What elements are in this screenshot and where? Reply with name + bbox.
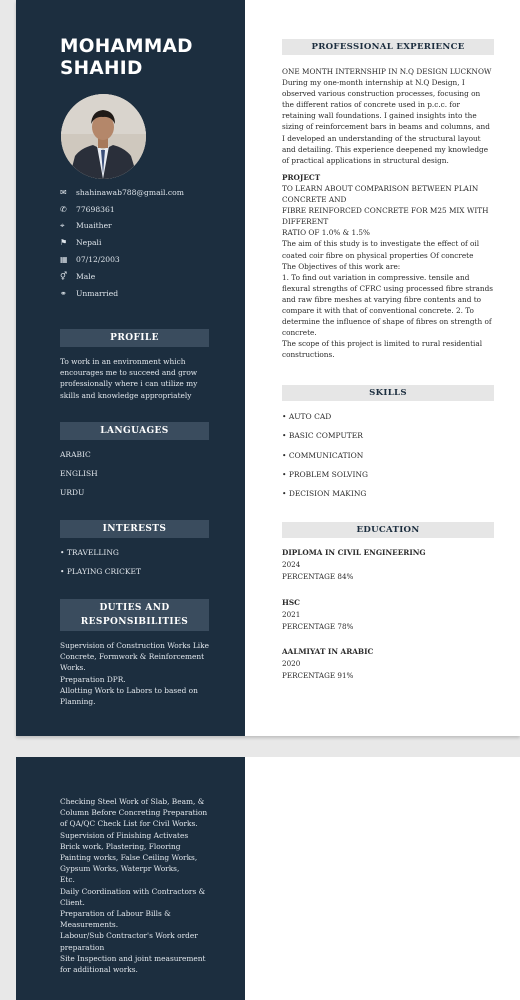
list-item: • DECISION MAKING xyxy=(282,489,367,499)
interests-list xyxy=(60,547,210,585)
languages-list xyxy=(60,449,210,507)
contact-birthdate: ▦ 07/12/2003 xyxy=(60,255,120,265)
gender-icon: ⚥ xyxy=(60,271,68,281)
list-item: URDU xyxy=(60,488,85,498)
contact-email[interactable]: ✉ shahinawab788@gmail.com xyxy=(60,187,184,197)
list-item: • PROBLEM SOLVING xyxy=(282,469,368,479)
location-icon: ⌖ xyxy=(60,220,65,230)
resume-page-1 xyxy=(16,0,520,736)
resume-page-2 xyxy=(16,757,520,1000)
contact-location: ⌖ Muaither xyxy=(60,220,112,231)
duties-text-page2: Checking Steel Work of Slab, Beam, & Column Before Concreting Preparation of QA/QC Check List for Civil Works. Supervision of Finishing Activates Brick work, Plastering, Flooring Painting works, False Ceiling Works, Gypsum Works, Waterpr Works, Etc. Daily Coordination with Contractors & Client. Preparation of Labour Bills & Measurements. Labour/Sub Contractor's Work order preparation Site Inspection and joint measurement for additional works. xyxy=(60,797,208,975)
contact-gender: ⚥ Male xyxy=(60,271,96,281)
avatar xyxy=(61,94,146,179)
skills-heading: SKILLS xyxy=(282,385,494,401)
calendar-icon: ▦ xyxy=(60,255,68,265)
list-item: ENGLISH xyxy=(60,469,98,479)
profile-heading: PROFILE xyxy=(60,329,209,347)
list-item: • PLAYING CRICKET xyxy=(60,567,141,577)
duties-heading: DUTIES AND RESPONSIBILITIES xyxy=(60,599,209,631)
education-item: AALMIYAT IN ARABIC 2020 PERCENTAGE 91% xyxy=(282,647,374,680)
skills-list xyxy=(282,411,494,507)
rings-icon: ⚭ xyxy=(60,288,67,298)
list-item: • AUTO CAD xyxy=(282,412,332,421)
education-item: DIPLOMA IN CIVIL ENGINEERING 2024 PERCENTAGE 84% xyxy=(282,548,426,581)
contact-phone[interactable]: ✆ 77698361 xyxy=(60,204,115,214)
interests-heading: INTERESTS xyxy=(60,520,209,538)
sidebar xyxy=(16,757,245,1000)
education-heading: EDUCATION xyxy=(282,522,494,538)
education-item: HSC 2021 PERCENTAGE 78% xyxy=(282,598,354,631)
profile-text: To work in an environment which encourages me to succeed and grow professionally where i can utilize my skills and knowledge appropriately xyxy=(60,357,198,400)
main-content xyxy=(282,0,494,736)
contact-nationality: ⚑ Nepali xyxy=(60,238,102,248)
candidate-name: MOHAMMAD SHAHID xyxy=(60,36,193,79)
list-item: • COMMUNICATION xyxy=(282,450,364,460)
experience-heading: PROFESSIONAL EXPERIENCE xyxy=(282,39,494,55)
phone-icon: ✆ xyxy=(60,204,67,214)
list-item: • BASIC COMPUTER xyxy=(282,431,363,441)
languages-heading: LANGUAGES xyxy=(60,422,209,440)
flag-icon: ⚑ xyxy=(60,238,68,248)
experience-text: ONE MONTH INTERNSHIP IN N.Q DESIGN LUCKNOW During my one-month internship at N.Q Design, I observed various construction processes, focusing on the different ratios of concrete used in p.c.c. for retaining wall foundations. I gained insights into the sizing of reinforcement bars in beams and columns, and I developed an understanding of the structural layout and detailing. This experience deepened my knowledge of practical applications in structural design. PROJECT TO LEARN ABOUT COMPARISON BETWEEN PLAIN CONCRETE AND FIBRE REINFORCED CONCRETE FOR M25 MIX WITH DIFFERENT RATIO OF 1.0% & 1.5% The aim of this study is to investigate the effect of oil coated coir fibre on physical properties Of concrete The Objectives of this work are: 1. To find out variation in compressive. tensile and flexural strengths of CFRC using processed fibre strands and raw fibre meshes at varying fibre contents and to compare it with that of conventional concrete. 2. To determine the influence of shape of fibres on strength of concrete. The scope of this project is limited to rural residential constructions. xyxy=(282,67,494,360)
list-item: ARABIC xyxy=(60,450,91,459)
avatar-photo-icon xyxy=(61,94,146,179)
contact-list xyxy=(60,184,230,302)
list-item: • TRAVELLING xyxy=(60,548,119,557)
email-icon: ✉ xyxy=(60,187,67,197)
duties-text-page1: Supervision of Construction Works Like Concrete, Formwork & Reinforcement Works. Preparation DPR. Allotting Work to Labors to based on Planning. xyxy=(60,641,210,707)
contact-marital-status: ⚭ Unmarried xyxy=(60,288,119,298)
sidebar xyxy=(16,0,245,736)
